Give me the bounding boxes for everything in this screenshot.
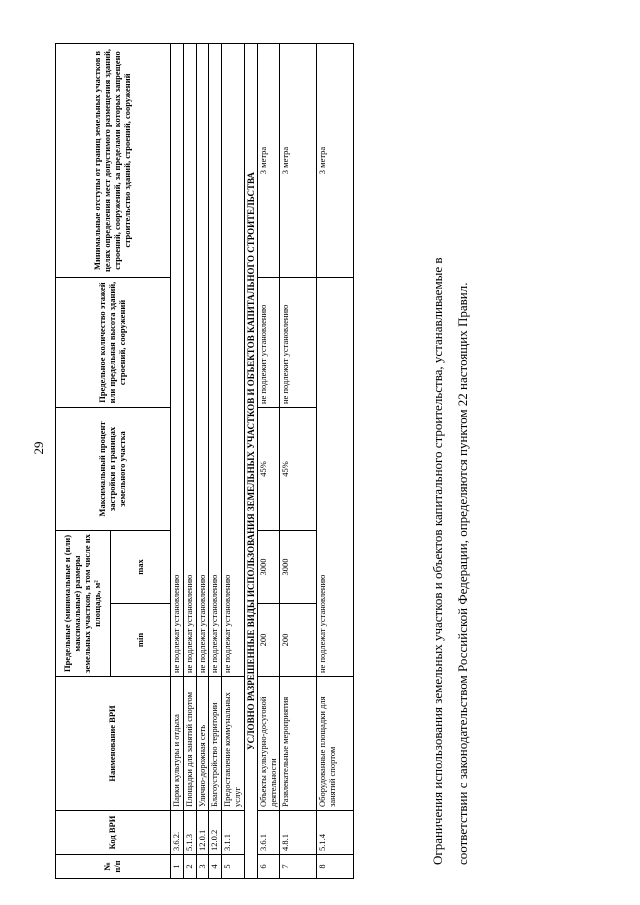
row-setback: 3 метра [317,44,354,278]
table-row [171,44,184,879]
header-max: max [111,531,171,604]
header-size: Предельные (минимальные и (или) максимальные) размеры земельных участков, в том числе их площадь, м² [56,531,111,677]
row-percent: 45% [280,408,317,531]
row-min: 200 [280,604,317,677]
row-code: 12.0.2 [209,811,222,855]
header-floors: Предельное количество этажей или предельная высота зданий, строений, сооружений [56,278,171,408]
row-setback: 3 метра [257,44,280,278]
header-name: Наименование ВРИ [56,677,171,811]
note-line-1: Ограничения использования земельных участков и объектов капитального строительства, устанавливаемые в [430,257,445,865]
row-percent: 45% [257,408,280,531]
row-max: 3000 [280,531,317,604]
row-num: 1 [171,855,184,879]
row-floors: не подлежит установлению [280,278,317,408]
header-setback: Минимальные отступы от границ земельных участков в целях определения мест допустимого размещения зданий, строений, сооружений, за пределами которых запрещено строительство зданий, строений, сооружений [56,44,171,278]
row-num: 8 [317,855,354,879]
row-value: не подлежат установлению [196,44,209,677]
header-code: Код ВРИ [56,811,171,855]
table-header-row [56,44,111,879]
row-num: 2 [183,855,196,879]
row-name: Благоустройство территории [209,677,222,811]
row-num: 4 [209,855,222,879]
header-percent: Максимальный процент застройки в границах земельного участка [56,408,171,531]
row-floors: не подлежит установлению [257,278,280,408]
row-name: Оборудованные площадки для занятий спортом [317,677,354,811]
table-row [257,44,280,879]
row-name: Площадки для занятий спортом [183,677,196,811]
row-value: не подлежат установлению [183,44,196,677]
header-num: № п/п [56,855,171,879]
header-min: min [111,604,171,677]
row-value: не подлежат установлению [222,44,245,677]
row-name: Парки культуры и отдыха [171,677,184,811]
row-name: Улично-дорожная сеть [196,677,209,811]
row-num: 6 [257,855,280,879]
row-code: 5.1.4 [317,811,354,855]
restrictions-note [426,65,475,865]
row-code: 3.6.2. [171,811,184,855]
row-num: 7 [280,855,317,879]
row-code: 12.0.1 [196,811,209,855]
row-name: Развлекательные мероприятия [280,677,317,811]
section-title: УСЛОВНО РАЗРЕШЕННЫЕ ВИДЫ ИСПОЛЬЗОВАНИЯ ЗЕМЕЛЬНЫХ УЧАСТКОВ И ОБЪЕКТОВ КАПИТАЛЬНОГО СТРОИТЕЛЬСТВА [244,44,257,879]
row-value: не подлежат установлению [171,44,184,677]
row-max: 3000 [257,531,280,604]
zoning-table [55,43,354,879]
table-row [209,44,222,879]
table-row [280,44,317,879]
row-value: не подлежат установлению [317,278,354,677]
page-number: 29 [31,441,46,455]
table-row [196,44,209,879]
row-code: 5.1.3 [183,811,196,855]
table-row [183,44,196,879]
row-name: Предоставление коммунальных услуг [222,677,245,811]
row-code: 4.8.1 [280,811,317,855]
row-code: 3.1.1 [222,811,245,855]
row-min: 200 [257,604,280,677]
row-name: Объекты культурно-досуговой деятельности [257,677,280,811]
row-value: не подлежат установлению [209,44,222,677]
table-row [317,44,354,879]
row-num: 3 [196,855,209,879]
row-num: 5 [222,855,245,879]
row-code: 3.6.1 [257,811,280,855]
section-row [244,44,257,879]
row-setback: 3 метра [280,44,317,278]
table-row [222,44,245,879]
note-line-2: соответствии с законодательством Российской Федерации, определяются пунктом 22 настоящих Правил. [454,282,470,865]
